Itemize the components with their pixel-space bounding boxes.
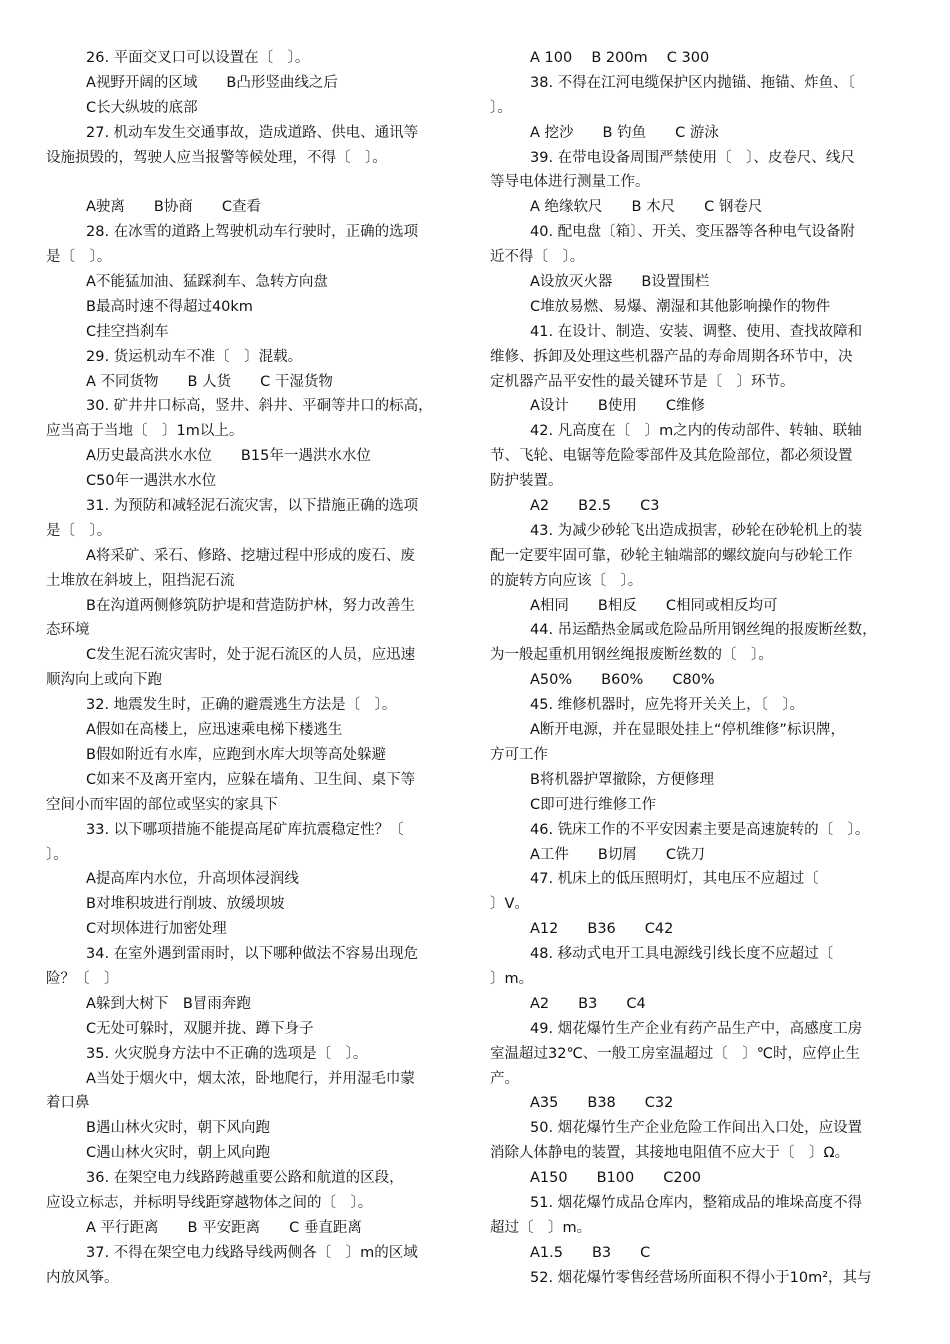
text-line: 配一定要牢固可靠，砂轮主轴端部的螺纹旋向与砂轮工作 xyxy=(490,547,853,564)
text-line: 内放风筝。 xyxy=(46,1269,119,1286)
text-line: 方可工作 xyxy=(490,746,548,763)
text-line: A不能猛加油、猛踩刹车、急转方向盘 xyxy=(86,274,328,291)
text-line: C50年一遇洪水水位 xyxy=(86,473,217,490)
text-line: 40. 配电盘〔箱〕、开关、变压器等各种电气设备附 xyxy=(530,224,855,241)
text-line: 50. 烟花爆竹生产企业危险工作间出入口处，应设置 xyxy=(530,1120,863,1137)
text-line xyxy=(46,170,466,195)
text-line: C堆放易燃、易爆、潮湿和其他影响操作的物件 xyxy=(530,298,831,315)
text-line: 等导电体进行测量工作。 xyxy=(490,174,650,191)
text-line: C对坝体进行加密处理 xyxy=(86,921,227,938)
text-line: A设放灭火器 B设置围栏 xyxy=(530,274,710,291)
text-line: 〕。 xyxy=(490,99,512,116)
text-line: 空间小而牢固的部位或坚实的家具下 xyxy=(46,796,278,813)
text-line: 超过〔 〕m。 xyxy=(490,1219,592,1236)
text-line: 的旋转方向应该〔 〕。 xyxy=(490,572,643,589)
text-line: C发生泥石流灾害时，处于泥石流区的人员，应迅速 xyxy=(86,647,416,664)
text-line: C长大纵坡的底部 xyxy=(86,99,198,116)
text-line: A躲到大树下 B冒雨奔跑 xyxy=(86,995,251,1012)
text-line: 〕。 xyxy=(46,846,68,863)
text-line: B在沟道两侧修筑防护堤和营造防护林，努力改善生 xyxy=(86,597,415,614)
text-line: 是〔 〕。 xyxy=(46,522,112,539)
text-line: 27. 机动车发生交通事故，造成道路、供电、通讯等 xyxy=(86,124,419,141)
text-line: 29. 货运机动车不准〔 〕混载。 xyxy=(86,348,303,365)
text-line: 49. 烟花爆竹生产企业有药产品生产中，高感度工房 xyxy=(530,1020,863,1037)
text-line: C即可进行维修工作 xyxy=(530,796,657,813)
text-line: A工件 B切屑 C铣刀 xyxy=(530,846,705,863)
text-line: 33. 以下哪项措施不能提高尾矿库抗震稳定性？〔 xyxy=(86,821,404,838)
text-line: 32. 地震发生时，正确的避震逃生方法是〔 〕。 xyxy=(86,697,397,714)
text-line: 室温超过32℃、一般工房室温超过〔 〕℃时，应停止生 xyxy=(490,1045,861,1062)
text-line: A视野开阔的区域 B凸形竖曲线之后 xyxy=(86,74,338,91)
text-line: 维修、拆卸及处理这些机器产品的寿命周期各环节中，决 xyxy=(490,348,853,365)
text-line: 顺沟向上或向下跑 xyxy=(46,672,162,689)
text-line: 设施损毁的，驾驶人应当报警等候处理，不得〔 〕。 xyxy=(46,149,387,166)
text-line: A150 B100 C200 xyxy=(530,1170,702,1187)
text-line: C挂空挡刹车 xyxy=(86,323,169,340)
text-line: C无处可躲时，双腿并拢、蹲下身子 xyxy=(86,1020,314,1037)
text-line: 31. 为预防和减轻泥石流灾害，以下措施正确的选项 xyxy=(86,498,419,515)
text-line: A历史最高洪水水位 B15年一遇洪水水位 xyxy=(86,448,371,465)
text-line: A将采矿、采石、修路、挖塘过程中形成的废石、废 xyxy=(86,547,415,564)
text-line: A断开电源，并在显眼处挂上“停机维修”标识牌， xyxy=(530,722,845,739)
text-line: A相同 B相反 C相同或相反均可 xyxy=(530,597,778,614)
left-column xyxy=(46,46,466,1291)
text-line: B最高时速不得超过40km xyxy=(86,298,253,315)
text-line: 着口鼻 xyxy=(46,1095,90,1112)
text-line: A设计 B使用 C维修 xyxy=(530,398,705,415)
text-line: 52. 烟花爆竹零售经营场所面积不得小于10m²，其与 xyxy=(530,1269,872,1286)
text-line: 险？〔 〕 xyxy=(46,970,119,987)
text-line: A2 B3 C4 xyxy=(530,995,646,1012)
text-line: 35. 火灾脱身方法中不正确的选项是〔 〕。 xyxy=(86,1045,368,1062)
text-line: A 平行距离 B 平安距离 C 垂直距离 xyxy=(86,1219,362,1236)
text-line: B对堆积坡进行削坡、放缓坝坡 xyxy=(86,896,285,913)
text-line: 定机器产品平安性的最关键环节是〔 〕环节。 xyxy=(490,373,795,390)
text-line: C遇山林火灾时，朝上风向跑 xyxy=(86,1145,271,1162)
text-line: A 挖沙 B 钓鱼 C 游泳 xyxy=(530,124,719,141)
text-line: 39. 在带电设备周围严禁使用〔 〕、皮卷尺、线尺 xyxy=(530,149,855,166)
text-line: 48. 移动式电开工具电源线引线长度不应超过〔 xyxy=(530,946,834,963)
text-line: 为一般起重机用钢丝绳报废断丝数的〔 〕。 xyxy=(490,647,773,664)
text-line: 37. 不得在架空电力线路导线两侧各〔 〕m的区域 xyxy=(86,1244,418,1261)
text-line: 46. 铣床工作的不平安因素主要是高速旋转的〔 〕。 xyxy=(530,821,870,838)
text-line: 产。 xyxy=(490,1070,519,1087)
text-line: 51. 烟花爆竹成品仓库内，整箱成品的堆垛高度不得 xyxy=(530,1194,863,1211)
text-line: A12 B36 C42 xyxy=(530,921,674,938)
text-line: 28. 在冰雪的道路上驾驶机动车行驶时，正确的选项 xyxy=(86,224,419,241)
text-line: 36. 在架空电力线路跨越重要公路和航道的区段， xyxy=(86,1170,404,1187)
text-line: A35 B38 C32 xyxy=(530,1095,674,1112)
right-column xyxy=(490,46,910,1291)
text-line: 41. 在设计、制造、安装、调整、使用、查找故障和 xyxy=(530,323,863,340)
text-line: 是〔 〕。 xyxy=(46,249,112,266)
text-line: 26. 平面交叉口可以设置在〔 〕。 xyxy=(86,50,310,66)
text-line: A当处于烟火中，烟太浓，卧地爬行，并用湿毛巾蒙 xyxy=(86,1070,415,1087)
text-line: 47. 机床上的低压照明灯，其电压不应超过〔 xyxy=(530,871,819,888)
text-line: C如来不及离开室内，应躲在墙角、卫生间、桌下等 xyxy=(86,771,416,788)
text-line: 态环境 xyxy=(46,622,90,639)
text-line: 38. 不得在江河电缆保护区内抛锚、拖锚、炸鱼、〔 xyxy=(530,74,855,91)
text-line: 42. 凡高度在〔 〕m之内的传动部件、转轴、联轴 xyxy=(530,423,862,440)
text-line: A 100 B 200m C 300 xyxy=(530,50,710,66)
text-line: 应设立标志，并标明导线距穿越物体之间的〔 〕。 xyxy=(46,1194,373,1211)
text-line: A2 B2.5 C3 xyxy=(530,498,660,515)
text-line: 〕V。 xyxy=(490,896,529,913)
text-line: 消除人体静电的装置，其接地电阻值不应大于〔 〕Ω。 xyxy=(490,1145,850,1162)
text-line: 应当高于当地〔 〕1m以上。 xyxy=(46,423,244,440)
text-line: 44. 吊运酷热金属或危险品所用钢丝绳的报废断丝数， xyxy=(530,622,877,639)
text-line: 34. 在室外遇到雷雨时，以下哪种做法不容易出现危 xyxy=(86,946,419,963)
text-line: A驶离 B协商 C查看 xyxy=(86,199,261,216)
text-line: 45. 维修机器时，应先将开关关上，〔 〕。 xyxy=(530,697,805,714)
text-line: A1.5 B3 C xyxy=(530,1244,651,1261)
text-line: 〕m。 xyxy=(490,970,534,987)
text-line: B将机器护罩撤除，方便修理 xyxy=(530,771,714,788)
text-line: A 不同货物 B 人货 C 干湿货物 xyxy=(86,373,333,390)
text-line: A50% B60% C80% xyxy=(530,672,715,689)
text-line: 防护装置。 xyxy=(490,473,563,490)
text-line: 43. 为减少砂轮飞出造成损害，砂轮在砂轮机上的装 xyxy=(530,522,863,539)
text-line: 节、飞轮、电锯等危险零部件及其危险部位，都必须设置 xyxy=(490,448,853,465)
text-line: 30. 矿井井口标高，竖井、斜井、平硐等井口的标高， xyxy=(86,398,433,415)
text-line: A假如在高楼上，应迅速乘电梯下楼逃生 xyxy=(86,722,343,739)
text-line: 土堆放在斜坡上，阻挡泥石流 xyxy=(46,572,235,589)
text-line: B遇山林火灾时，朝下风向跑 xyxy=(86,1120,270,1137)
text-line: A提高库内水位，升高坝体浸润线 xyxy=(86,871,299,888)
text-line: B假如附近有水库，应跑到水库大坝等高处躲避 xyxy=(86,746,386,763)
text-line: A 绝缘软尺 B 木尺 C 钢卷尺 xyxy=(530,199,763,216)
text-line: 近不得〔 〕。 xyxy=(490,249,585,266)
